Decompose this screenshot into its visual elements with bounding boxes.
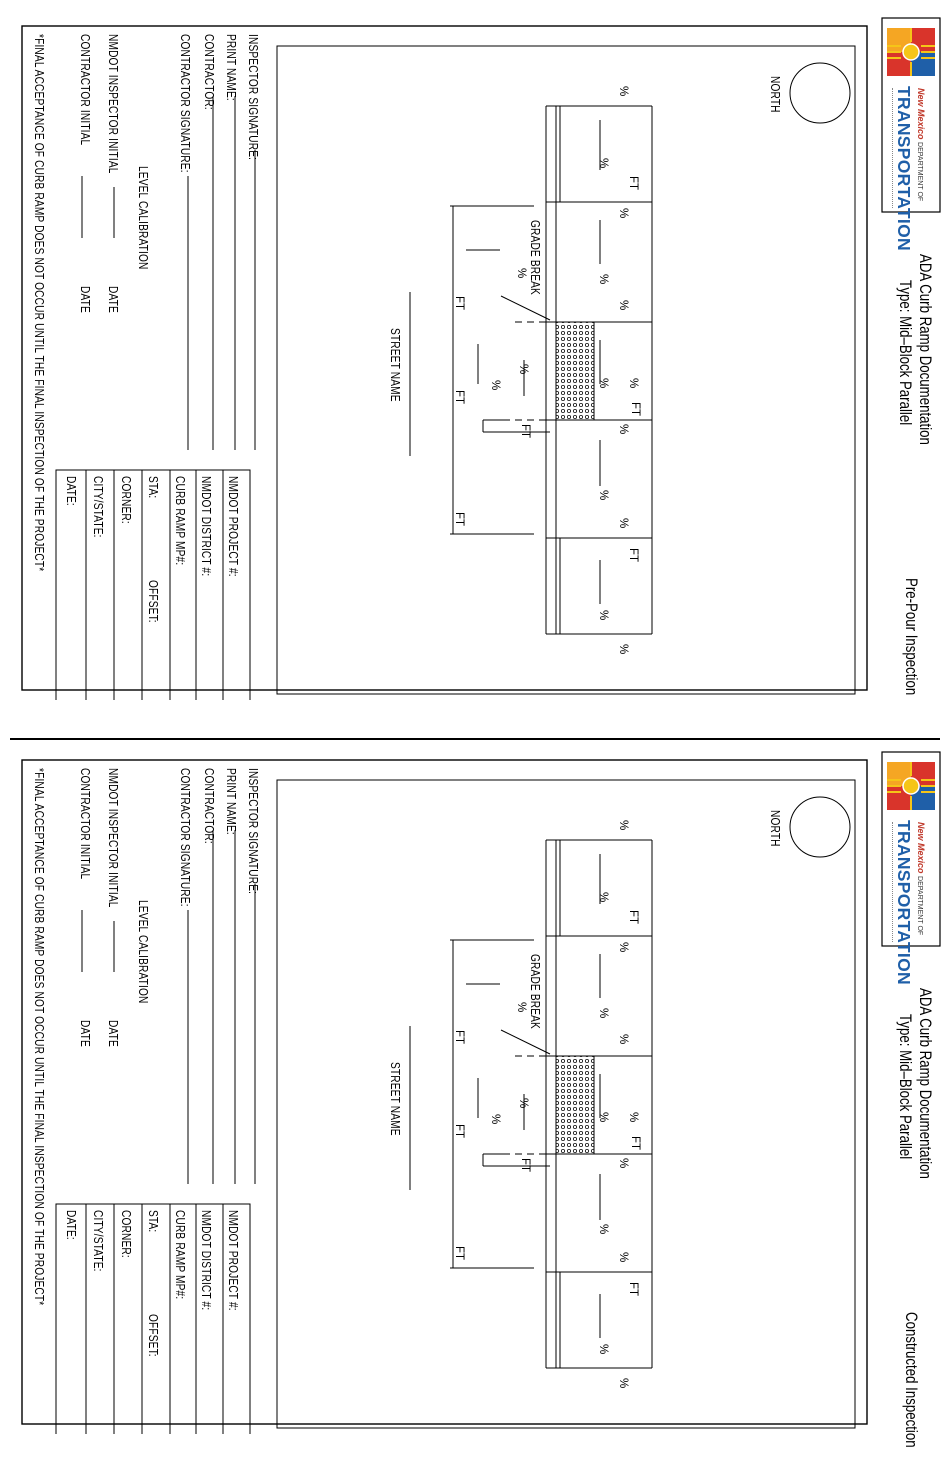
- footnote: *FINAL ACCEPTANCE OF CURB RAMP DOES NOT OCCUR UNTIL THE FINAL INSPECTION OF THE PROJECT*: [32, 34, 47, 572]
- ft-label: FT: [627, 910, 639, 925]
- date-label: DATE:: [64, 1210, 79, 1240]
- slope-pct: %: [489, 1114, 501, 1125]
- date-label: DATE:: [64, 476, 79, 506]
- slope-pct: %: [617, 86, 629, 97]
- ft-label: FT: [629, 402, 641, 417]
- nmdot-project-label: NMDOT PROJECT #:: [226, 1210, 241, 1311]
- logo-name: TRANSPORTATION: [894, 820, 914, 985]
- title-line-1: ADA Curb Ramp Documentation: [916, 254, 935, 445]
- north-arrow-circle: [790, 63, 850, 123]
- contractor-initial-label: CONTRACTOR INITIAL: [78, 34, 93, 146]
- detectable-warning: [556, 1056, 594, 1154]
- slope-pct: %: [617, 208, 629, 219]
- project-info-table: [25, 470, 253, 700]
- ft-label: FT: [627, 548, 639, 563]
- ft-label: FT: [519, 1158, 531, 1173]
- nmdot-logo: [882, 18, 940, 251]
- slope-pct: %: [517, 1098, 529, 1109]
- level-calibration-label: LEVEL CALIBRATION: [136, 166, 151, 270]
- city-state-label: CITY/STATE:: [91, 1210, 106, 1272]
- grade-break-label: GRADE BREAK: [528, 220, 543, 295]
- logo-name: TRANSPORTATION: [894, 86, 914, 251]
- ft-label: FT: [453, 1030, 465, 1045]
- inspector-signature-label: INSPECTOR SIGNATURE:: [246, 768, 261, 895]
- slope-pct: %: [597, 892, 609, 903]
- slope-pct: %: [597, 158, 609, 169]
- ft-label: FT: [627, 1282, 639, 1297]
- slope-pct: %: [597, 378, 609, 389]
- inspector-date-label: DATE: [106, 1020, 121, 1047]
- sheet-pre-pour: [0, 0, 950, 733]
- slope-pct: %: [617, 518, 629, 529]
- slope-pct: %: [517, 364, 529, 375]
- form-linework: [0, 734, 950, 1434]
- slope-pct: %: [515, 1002, 527, 1013]
- slope-pct: %: [617, 820, 629, 831]
- ft-label: FT: [627, 176, 639, 191]
- offset-label: OFFSET:: [146, 580, 161, 623]
- nmdot-district-label: NMDOT DISTRICT #:: [199, 476, 214, 577]
- slope-pct: %: [627, 378, 639, 389]
- sta-label: STA:: [146, 476, 161, 499]
- ft-label: FT: [453, 390, 465, 405]
- logo-brand-script: New Mexico DEPARTMENT OF: [916, 822, 926, 936]
- inspector-date-label: DATE: [106, 286, 121, 313]
- nmdot-project-label: NMDOT PROJECT #:: [226, 476, 241, 577]
- print-name-label: PRINT NAME:: [224, 768, 239, 835]
- contractor-initial-label: CONTRACTOR INITIAL: [78, 768, 93, 880]
- ft-label: FT: [453, 1246, 465, 1261]
- footnote: *FINAL ACCEPTANCE OF CURB RAMP DOES NOT OCCUR UNTIL THE FINAL INSPECTION OF THE PROJECT*: [32, 768, 47, 1306]
- sta-label: STA:: [146, 1210, 161, 1233]
- title-line-1: ADA Curb Ramp Documentation: [916, 988, 935, 1179]
- title-line-2: Type: Mid–Block Parallel: [896, 1014, 915, 1160]
- print-name-label: PRINT NAME:: [224, 34, 239, 101]
- slope-pct: %: [617, 644, 629, 655]
- slope-pct: %: [597, 1008, 609, 1019]
- ft-label: FT: [629, 1136, 641, 1151]
- contractor-date-label: DATE: [78, 286, 93, 313]
- rotated-form: [0, 0, 950, 700]
- sheet-constructed: [0, 734, 950, 1467]
- north-label: NORTH: [768, 76, 783, 113]
- rotated-form: [0, 734, 950, 1448]
- north-arrow-circle: [790, 797, 850, 857]
- nmdot-inspector-initial-label: NMDOT INSPECTOR INITIAL: [106, 768, 121, 908]
- slope-pct: %: [597, 1224, 609, 1235]
- slope-pct: %: [489, 380, 501, 391]
- slope-pct: %: [617, 1378, 629, 1389]
- ft-label: FT: [453, 512, 465, 527]
- street-name-label: STREET NAME: [388, 328, 403, 402]
- contractor-date-label: DATE: [78, 1020, 93, 1047]
- title-line-2: Type: Mid–Block Parallel: [896, 280, 915, 426]
- grade-break-label: GRADE BREAK: [528, 954, 543, 1029]
- slope-pct: %: [617, 300, 629, 311]
- logo-brand-script: New Mexico DEPARTMENT OF: [916, 88, 926, 202]
- ft-label: FT: [453, 1124, 465, 1139]
- contractor-label: CONTRACTOR:: [202, 768, 217, 844]
- project-info-table: [25, 1204, 253, 1434]
- inspection-type: Pre-Pour Inspection: [902, 578, 921, 696]
- nmdot-district-label: NMDOT DISTRICT #:: [199, 1210, 214, 1311]
- slope-pct: %: [597, 274, 609, 285]
- ft-label: FT: [519, 424, 531, 439]
- curb-ramp-mp-label: CURB RAMP MP#:: [173, 476, 188, 566]
- city-state-label: CITY/STATE:: [91, 476, 106, 538]
- zia-sun-icon: [883, 22, 939, 82]
- slope-pct: %: [597, 1344, 609, 1355]
- offset-label: OFFSET:: [146, 1314, 161, 1357]
- detectable-warning: [556, 322, 594, 420]
- slope-pct: %: [597, 1112, 609, 1123]
- curb-ramp-mp-label: CURB RAMP MP#:: [173, 1210, 188, 1300]
- slope-pct: %: [627, 1112, 639, 1123]
- corner-label: CORNER:: [119, 476, 134, 524]
- corner-label: CORNER:: [119, 1210, 134, 1258]
- street-name-label: STREET NAME: [388, 1062, 403, 1136]
- slope-pct: %: [617, 1252, 629, 1263]
- level-calibration-label: LEVEL CALIBRATION: [136, 900, 151, 1004]
- nmdot-inspector-initial-label: NMDOT INSPECTOR INITIAL: [106, 34, 121, 174]
- slope-pct: %: [617, 424, 629, 435]
- north-label: NORTH: [768, 810, 783, 847]
- contractor-signature-label: CONTRACTOR SIGNATURE:: [178, 768, 193, 907]
- slope-pct: %: [617, 1158, 629, 1169]
- logo-divider: [889, 822, 893, 942]
- logo-divider: [889, 88, 893, 208]
- ft-label: FT: [453, 296, 465, 311]
- contractor-label: CONTRACTOR:: [202, 34, 217, 110]
- inspector-signature-label: INSPECTOR SIGNATURE:: [246, 34, 261, 161]
- inspection-type: Constructed Inspection: [902, 1312, 921, 1448]
- slope-pct: %: [597, 610, 609, 621]
- slope-pct: %: [515, 268, 527, 279]
- slope-pct: %: [617, 942, 629, 953]
- slope-pct: %: [617, 1034, 629, 1045]
- form-linework: [0, 0, 950, 700]
- nmdot-logo: [882, 752, 940, 985]
- zia-sun-icon: [883, 756, 939, 816]
- contractor-signature-label: CONTRACTOR SIGNATURE:: [178, 34, 193, 173]
- slope-pct: %: [597, 490, 609, 501]
